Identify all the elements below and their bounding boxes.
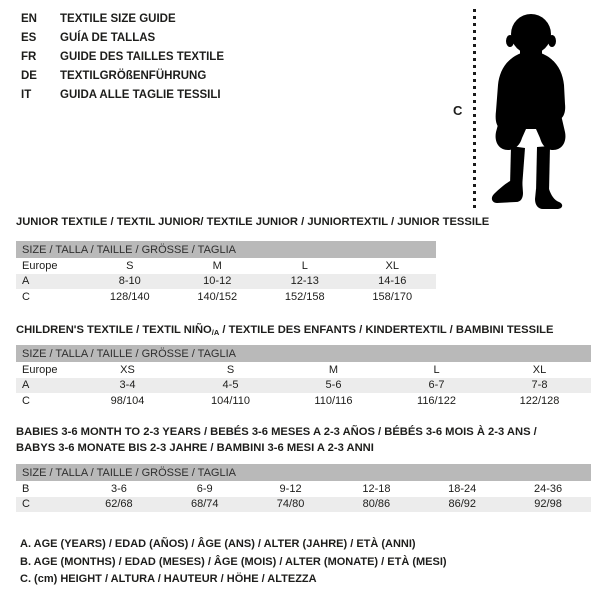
- row-label: Europe: [22, 259, 58, 272]
- row-label: Europe: [22, 363, 58, 376]
- size-header-bar: SIZE / TALLA / TAILLE / GRÖSSE / TAGLIA: [16, 345, 591, 362]
- row-label: A: [22, 379, 30, 392]
- size-cell: M: [328, 363, 339, 376]
- title-subscript: /A: [211, 328, 220, 337]
- height-cell: 116/122: [417, 394, 456, 407]
- language-label: GUIDE DES TAILLES TEXTILE: [60, 50, 224, 63]
- height-cell: 74/80: [276, 498, 305, 511]
- junior-table-title: JUNIOR TEXTILE / TEXTIL JUNIOR/ TEXTILE JUNIOR / JUNIORTEXTIL / JUNIOR TESSILE: [16, 216, 490, 228]
- age-cell: 6-7: [428, 379, 445, 392]
- size-cell: M: [212, 259, 222, 272]
- footnote-height: C. (cm) HEIGHT / ALTURA / HAUTEUR / HÖHE / ALTEZZA: [20, 573, 317, 585]
- table-row-europe: [16, 362, 591, 378]
- title-line: BABYS 3-6 MONATE BIS 2-3 JAHRE / BAMBINI 3-6 MESI A 2-3 ANNI: [16, 442, 374, 454]
- toddler-silhouette: [485, 8, 577, 213]
- language-row-de: [21, 66, 224, 85]
- age-cell: 24-36: [533, 482, 563, 495]
- height-cell: 104/110: [211, 394, 250, 407]
- junior-size-table: [16, 241, 436, 305]
- age-cell: 4-5: [222, 379, 239, 392]
- table-row-height: [16, 497, 591, 513]
- height-cell: 80/86: [362, 498, 391, 511]
- children-size-table: [16, 345, 591, 409]
- title-text: CHILDREN'S TEXTILE / TEXTIL NIÑO: [16, 324, 212, 336]
- size-cell: L: [301, 259, 308, 272]
- language-label: TEXTILGRÖßENFÜHRUNG: [60, 69, 207, 82]
- language-code: DE: [21, 69, 37, 82]
- age-cell: 8-10: [118, 275, 141, 288]
- size-header-bar: SIZE / TALLA / TAILLE / GRÖSSE / TAGLIA: [16, 241, 436, 258]
- age-cell: 14-16: [378, 275, 407, 288]
- table-row-age: [16, 274, 436, 290]
- row-label: C: [22, 498, 30, 511]
- height-measure-dashed-line: [473, 9, 476, 209]
- language-label: TEXTILE SIZE GUIDE: [60, 12, 176, 25]
- babies-size-table: [16, 464, 591, 512]
- language-code: EN: [21, 12, 37, 25]
- footnote-age-months: B. AGE (MONTHS) / EDAD (MESES) / ÂGE (MOIS) / ALTER (MONATE) / ETÀ (MESI): [20, 555, 447, 568]
- children-table-title: [16, 322, 553, 341]
- language-label: GUÍA DE TALLAS: [60, 31, 156, 44]
- row-label: B: [22, 482, 30, 495]
- size-cell: S: [126, 259, 134, 272]
- size-cell: XL: [532, 363, 547, 376]
- language-code: FR: [21, 50, 37, 63]
- size-cell: S: [226, 363, 235, 376]
- size-header-bar: SIZE / TALLA / TAILLE / GRÖSSE / TAGLIA: [16, 464, 591, 481]
- legend-footnotes: [20, 536, 447, 589]
- row-label: C: [22, 394, 30, 407]
- size-cell: XL: [385, 259, 399, 272]
- age-cell: 18-24: [448, 482, 477, 495]
- table-row-age-months: [16, 481, 591, 497]
- age-cell: 3-4: [119, 379, 136, 392]
- language-row-es: [21, 28, 224, 47]
- row-label: C: [22, 290, 30, 303]
- table-row-europe: [16, 258, 436, 274]
- height-cell: 158/170: [372, 290, 413, 303]
- height-cell: 92/98: [534, 498, 562, 511]
- height-measure-label: C: [453, 103, 463, 118]
- age-cell: 6-9: [196, 482, 213, 495]
- language-list: [21, 9, 224, 104]
- height-cell: 128/140: [109, 290, 150, 303]
- height-cell: 86/92: [448, 498, 476, 511]
- height-cell: 152/158: [284, 290, 325, 303]
- age-cell: 9-12: [279, 482, 302, 495]
- language-row-en: [21, 9, 224, 28]
- table-row-age: [16, 378, 591, 394]
- height-cell: 122/128: [519, 394, 560, 407]
- title-text: / TEXTILE DES ENFANTS / KINDERTEXTIL / BAMBINI TESSILE: [219, 324, 554, 336]
- height-cell: 140/152: [197, 290, 238, 303]
- language-row-it: [21, 85, 224, 104]
- babies-table-title: [16, 424, 537, 456]
- language-label: GUIDA ALLE TAGLIE TESSILI: [60, 88, 221, 101]
- size-cell: L: [433, 363, 440, 376]
- height-cell: 110/116: [314, 394, 353, 407]
- table-row-height: [16, 289, 436, 305]
- age-cell: 3-6: [110, 482, 127, 495]
- age-cell: 10-12: [203, 275, 232, 288]
- age-cell: 7-8: [531, 379, 548, 392]
- age-cell: 12-13: [290, 275, 319, 288]
- language-code: ES: [21, 31, 37, 44]
- row-label: A: [22, 275, 30, 288]
- size-cell: XS: [120, 363, 135, 376]
- age-cell: 5-6: [325, 379, 342, 392]
- table-row-height: [16, 393, 591, 409]
- age-cell: 12-18: [362, 482, 391, 495]
- height-cell: 98/104: [110, 394, 145, 407]
- height-cell: 62/68: [105, 498, 133, 511]
- height-cell: 68/74: [190, 498, 219, 511]
- language-code: IT: [21, 88, 32, 101]
- title-line: BABIES 3-6 MONTH TO 2-3 YEARS / BEBÉS 3-6 MESES A 2-3 AÑOS / BÉBÉS 3-6 MOIS À 2-3 ANS /: [16, 426, 537, 438]
- footnote-age-years: A. AGE (YEARS) / EDAD (AÑOS) / ÂGE (ANS) / ALTER (JAHRE) / ETÀ (ANNI): [20, 538, 416, 550]
- language-row-fr: [21, 47, 224, 66]
